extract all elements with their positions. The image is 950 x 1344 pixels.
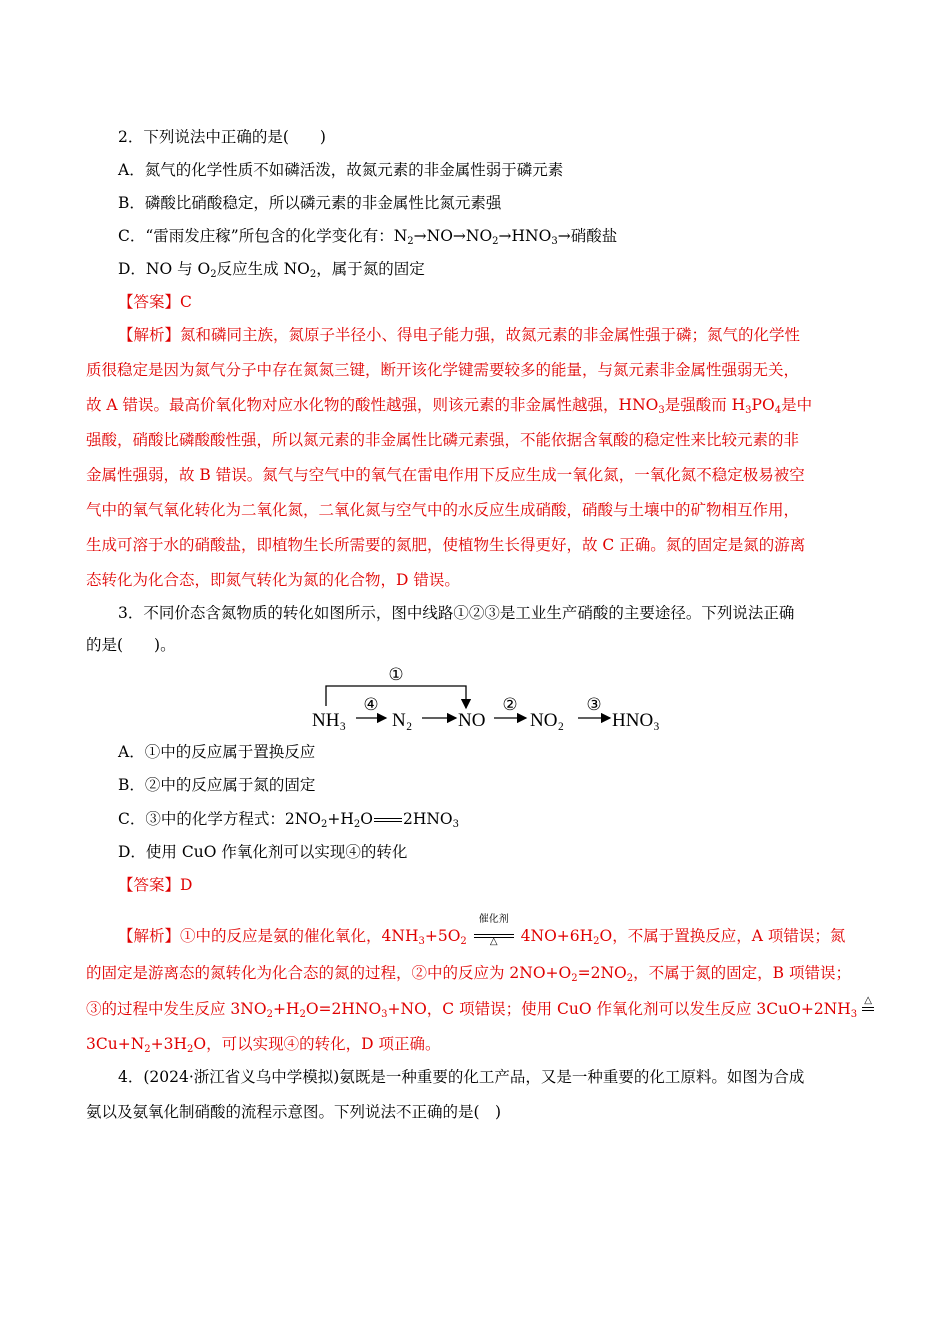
q2-stem: 2．下列说法中正确的是( ) [118, 128, 326, 146]
q3-option-d: D．使用 CuO 作氧化剂可以实现④的转化 [118, 843, 408, 861]
q2-analysis-line-7: 生成可溶于水的硝酸盐，即植物生长所需要的氮肥，使植物生长得更好，故 C 正确。氮的固定是氮的游离 [86, 536, 806, 554]
route-4-label: ④ [363, 695, 379, 714]
q2-analysis-line-4: 强酸，硝酸比磷酸酸性强，所以氮元素的非金属性比磷元素强，不能依据含氧酸的稳定性来比较元素的非 [86, 431, 800, 449]
species-n2: N₂ [392, 710, 413, 731]
species-no2: NO₂ [530, 710, 565, 731]
q2-analysis-line-3: 故 A 错误。最高价氧化物对应水化物的酸性越强，则该元素的非金属性越强，$HNO_3$是强酸而 $H_3PO_4$是中 [86, 396, 813, 416]
nitrogen-conversion-diagram [300, 660, 680, 734]
route-1-label: ① [388, 665, 404, 684]
q2-analysis-line-5: 金属性强弱，故 B 错误。氮气与空气中的氧气在雷电作用下反应生成一氧化氮，一氧化氮不稳定极易被空 [86, 466, 805, 484]
q4-stem-line-1: 4．(2024·浙江省义乌中学模拟)氨既是一种重要的化工产品，又是一种重要的化工原料。如图为合成 [118, 1068, 805, 1086]
species-no: NO [458, 710, 486, 731]
q2-analysis-line-8: 态转化为化合态，即氮气转化为氮的化合物，D 错误。 [86, 571, 460, 589]
q2-answer: 【答案】C [118, 293, 192, 311]
q2-option-c: C．“雷雨发庄稼”所包含的化学变化有：$N_2\to NO\to NO_2\to HNO_3\to$硝酸盐 [118, 227, 618, 247]
species-hno3: HNO₃ [612, 710, 660, 731]
q3-option-a: A．①中的反应属于置换反应 [118, 743, 316, 761]
q2-analysis-line-2: 质很稳定是因为氮气分子中存在氮氮三键，断开该化学键需要较多的能量，与氮元素非金属性强弱无关， [86, 361, 800, 379]
q2-analysis-line-1: 【解析】氮和磷同主族，氮原子半径小、得电子能力强，故氮元素的非金属性强于磷；氮气的化学性 [118, 326, 801, 344]
q3-stem-line-2: 的是( )。 [86, 636, 176, 654]
q3-option-b: B．②中的反应属于氮的固定 [118, 776, 316, 794]
species-nh3: NH₃ [312, 710, 347, 731]
route-3-label: ③ [586, 695, 602, 714]
q3-option-c: C．③中的化学方程式：$2NO_2+H_2O$ $2HNO_3$ [118, 810, 460, 830]
q2-analysis-line-6: 气中的氧气氧化转化为二氧化氮，二氧化氮与空气中的水反应生成硝酸，硝酸与土壤中的矿物相互作用， [86, 501, 800, 519]
q3-analysis-line-1: 【解析】①中的反应是氨的催化氧化，$4NH_3+5O_2$ 催化剂 △ $4NO+6H_2O$，不属于置换反应，A 项错误；氮 [118, 914, 846, 947]
heat-condition: △ [862, 999, 874, 1021]
q2-option-a: A．氮气的化学性质不如磷活泼，故氮元素的非金属性弱于磷元素 [118, 161, 564, 179]
q2-option-b: B．磷酸比硝酸稳定，所以磷元素的非金属性比氮元素强 [118, 194, 502, 212]
q3-answer: 【答案】D [118, 876, 193, 894]
q3-analysis-line-4: $3Cu+N_2+3H_2O$，可以实现④的转化，D 项正确。 [86, 1035, 441, 1055]
q2-option-d: D．NO 与 $O_2$反应生成 $NO_2$，属于氮的固定 [118, 260, 425, 280]
q3-stem-line-1: 3．不同价态含氮物质的转化如图所示，图中线路①②③是工业生产硝酸的主要途径。下列说法正确 [118, 604, 795, 622]
q3-analysis-line-2: 的固定是游离态的氮转化为化合态的氮的过程，②中的反应为 $2NO+O_2=2NO_2$，不属于氮的固定，B 项错误； [86, 964, 851, 984]
q3-analysis-line-3: ③的过程中发生反应 $3NO_2+H_2O=2HNO_3+NO$，C 项错误；使用 CuO 作氧化剂可以发生反应 $3CuO+2NH_3$ △ [86, 998, 874, 1021]
route-2-label: ② [502, 695, 518, 714]
route-1-connector [326, 686, 466, 708]
q4-stem-line-2: 氨以及氨氧化制硝酸的流程示意图。下列说法不正确的是( ) [86, 1103, 502, 1121]
catalyst-condition: 催化剂 △ [472, 926, 516, 948]
